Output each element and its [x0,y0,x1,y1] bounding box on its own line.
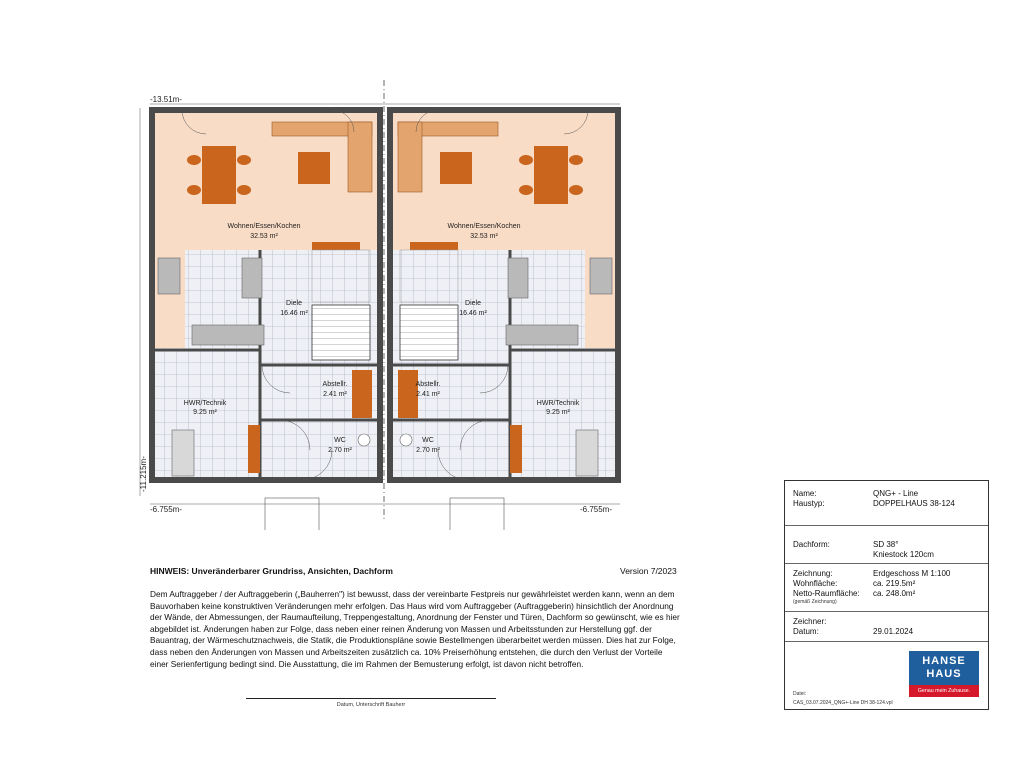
left-wc-area: 2.70 m² [328,447,352,454]
date-label: Datum: [793,627,819,636]
note-line: abgebildet ist. Änderungen haben zur Folge, dass neben einer reinen Änderung von Massen und Arbeitsstunden zur Herstellung ggf. der [150,623,652,634]
roof-value: SD 38° [873,540,899,549]
right-hall-area: 16.46 m² [459,310,487,317]
net-area-value: ca. 248.0m² [873,589,916,598]
signature-label: Datum, Unterschrift Bauherr [336,702,406,708]
version-label: Version 7/2023 [620,566,677,576]
right-hall-name: Diele [465,300,481,307]
file-label: Datei: [793,691,807,697]
signature-line [246,698,496,699]
left-utility-name: HWR/Technik [183,400,227,407]
title-block [784,480,989,710]
living-area-label: Wohnfläche: [793,579,838,588]
left-wc-name: WC [334,437,346,444]
drawing-value: Erdgeschoss M 1:100 [873,569,951,578]
drawing-label: Zeichnung: [793,569,833,578]
name-value: QNG+ - Line [873,489,919,498]
note-line: dass neben den Änderungen von Massen und Arbeitszeiten zusätzlich ca. 10% Preiserhöhung entstehen, die durch den Verlust der Vorteile [150,646,663,657]
knee-value: Kniestock 120cm [873,550,934,559]
right-living-area: 32.53 m² [470,233,498,240]
note-line: Bauvorhaben keine konstruktiven Veränderungen mehr erfolgen. Das Haus wird vom Auftraggeber (Auftraggeberin) hinsichtlich der Anordnung [150,600,674,611]
left-storage-name: Abstellr. [322,381,348,388]
roof-label: Dachform: [793,540,830,549]
right-storage-name: Abstellr. [415,381,441,388]
right-wc-name: WC [422,437,434,444]
left-utility-area: 9.25 m² [193,409,217,416]
note-title: HINWEIS: Unveränderbarer Grundriss, Ansichten, Dachform [150,566,393,576]
right-utility-name: HWR/Technik [536,400,580,407]
type-value: DOPPELHAUS 38-124 [873,499,955,508]
left-storage-area: 2.41 m² [323,391,347,398]
right-storage-area: 2.41 m² [416,391,440,398]
net-area-label: Netto-Raumfläche: [793,589,860,598]
left-living-name: Wohnen/Essen/Kochen [227,223,301,230]
right-living-name: Wohnen/Essen/Kochen [447,223,521,230]
logo-tagline: Genau mein Zuhause. [909,685,979,697]
date-value: 29.01.2024 [873,627,914,636]
note-line: Dem Auftraggeber / der Auftraggeberin („Bauherren") ist bewusst, dass der vereinbarte Festpreis nur gewährleistet werden kann, wenn an dem [150,589,675,599]
dim-bottom-left: -6.755m- [150,505,183,514]
drafter-label: Zeichner: [793,617,827,626]
right-utility-area: 9.25 m² [546,409,570,416]
left-hall-area: 16.46 m² [280,310,308,317]
left-living-area: 32.53 m² [250,233,278,240]
dim-bottom-right: -6.755m- [580,505,613,514]
note-line: der Wände, der Abmessungen, der Raumaufteilung, Treppengestaltung, Anordnung der Fenster und Türen, Dachform so gewünscht, wie es hier [150,612,680,623]
dim-top-left: -13.51m- [150,95,183,104]
dim-left-side: -11.215m- [139,456,148,492]
logo-line2: HAUS [926,668,962,680]
entrance-steps-right [450,498,504,530]
type-label: Haustyp: [793,499,825,508]
entrance-steps-left [265,498,319,530]
right-unit-plan [390,110,618,480]
left-hall-name: Diele [286,300,302,307]
logo-line1: HANSE [922,655,966,667]
left-unit-plan [152,110,380,480]
note-line: einer Serienfertigung bedingt sind. Die Ausstattung, die im Rahmen der Bemusterung erfolgt, ist davon nicht betroffen. [150,658,584,669]
file-value: CAS_03.07.2024_QNG+-Line DH 38-124.vpl [793,700,893,706]
note-text [150,589,685,670]
note-line: Bauantrag, der Wärmeschutznachweis, die Statik, die Produktionspläne sowie Bestellmengen überarbeitet werden müssen. Dies hat zur Folge, [150,635,676,646]
right-wc-area: 2.70 m² [416,447,440,454]
hanse-haus-logo [909,651,979,697]
net-area-note: (gemäß Zeichnung) [793,599,837,605]
name-label: Name: [793,489,817,498]
living-area-value: ca. 219.5m² [873,579,916,588]
